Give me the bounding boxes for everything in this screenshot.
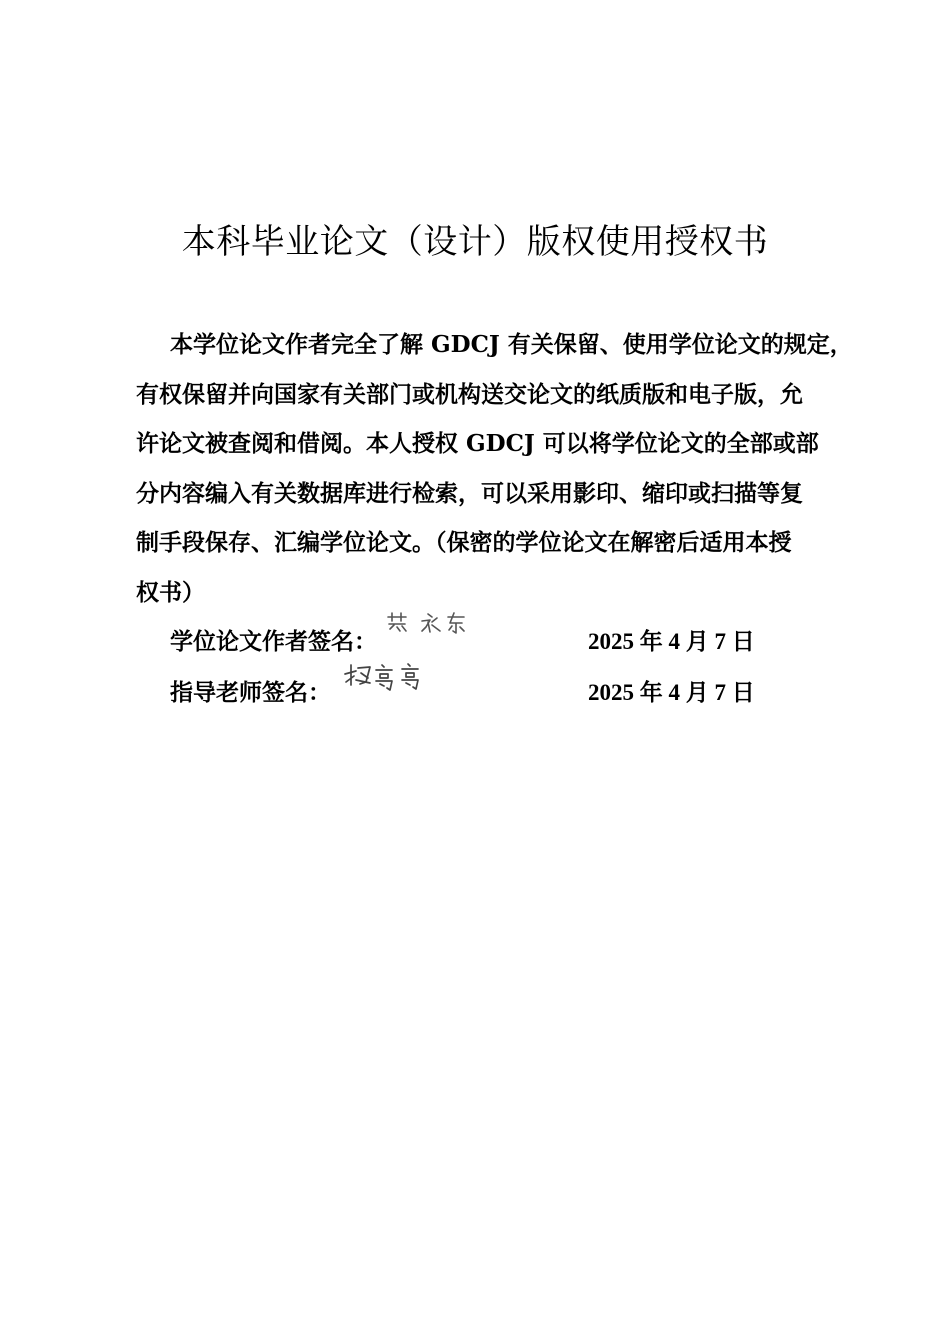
paragraph-line-6: 权书）	[136, 578, 205, 606]
paragraph-line-5: 制手段保存、汇编学位论文。（保密的学位论文在解密后适用本授	[136, 529, 792, 557]
advisor-handwritten-signature	[342, 658, 462, 698]
author-handwritten-signature	[384, 607, 504, 647]
advisor-signature-date: 2025 年 4 月 7 日	[588, 680, 755, 705]
author-signature-date: 2025 年 4 月 7 日	[588, 629, 755, 654]
paragraph-line-4: 分内容编入有关数据库进行检索，可以采用影印、缩印或扫描等复	[136, 479, 803, 507]
author-signature-label: 学位论文作者签名：	[170, 628, 377, 655]
author-signature-row	[170, 622, 830, 662]
paragraph-line-1: 本学位论文作者完全了解 GDCJ 有关保留、使用学位论文的规定，	[170, 331, 853, 358]
paragraph-line-2: 有权保留并向国家有关部门或机构送交论文的纸质版和电子版，允	[136, 380, 803, 408]
document-title: 本科毕业论文（设计）版权使用授权书	[181, 222, 769, 262]
advisor-signature-label: 指导老师签名：	[170, 679, 331, 706]
advisor-signature-row	[170, 673, 830, 713]
authorization-paragraph	[136, 320, 868, 618]
paragraph-line-3: 许论文被查阅和借阅。本人授权 GDCJ 可以将学位论文的全部或部	[136, 430, 819, 458]
